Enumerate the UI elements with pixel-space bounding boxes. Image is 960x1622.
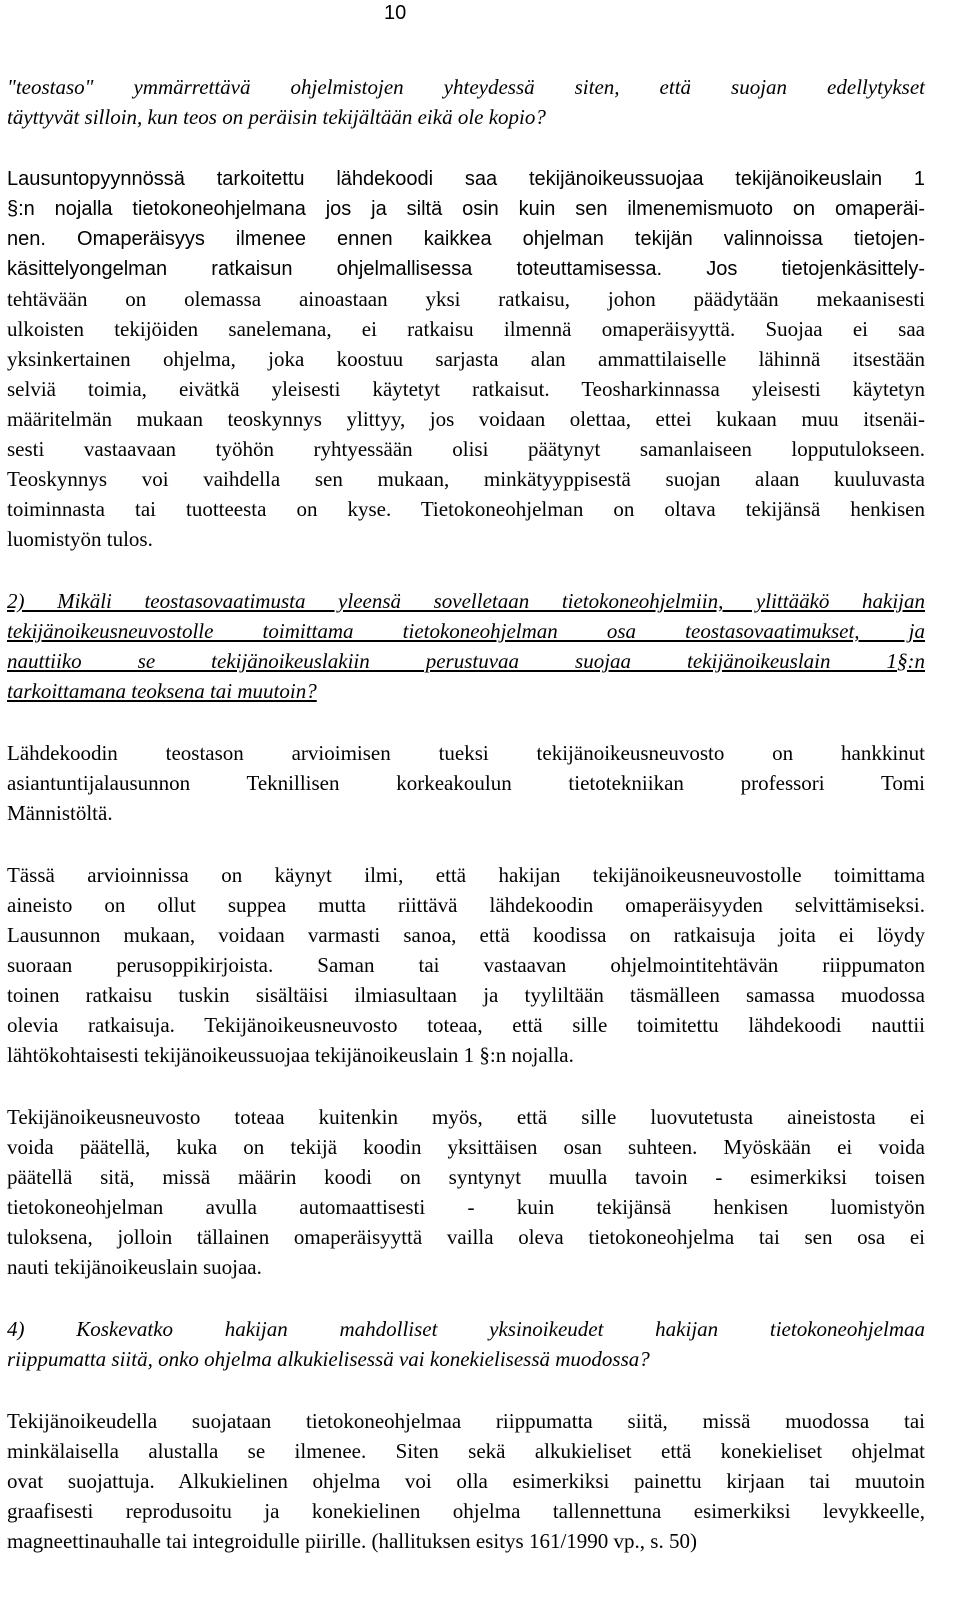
text-line: 4) Koskevatko hakijan mahdolliset yksinoikeudet hakijan tietokoneohjelmaa (7, 1317, 925, 1341)
text-line: ulkoisten tekijöiden sanelemana, ei ratkaisu ilmennä omaperäisyyttä. Suojaa ei saa (7, 317, 925, 341)
question-2 (7, 586, 925, 706)
text-line: selviä toimia, eivätkä yleisesti käytetyt ratkaisut. Teosharkinnassa yleisesti käytetyn (7, 377, 925, 401)
answer-paragraph-4 (7, 1102, 925, 1282)
text-line: tuloksena, jolloin tällainen omaperäisyyttä vailla oleva tietokoneohjelma tai sen osa ei (7, 1225, 925, 1249)
text-line: ovat suojattuja. Alkukielinen ohjelma voi olla esimerkiksi painettu kirjaan tai muutoin (7, 1469, 925, 1493)
text-line: aineisto on ollut suppea mutta riittävä lähdekoodin omaperäisyyden selvittämiseksi. (7, 893, 925, 917)
text-line: minkälaisella alustalla se ilmenee. Siten sekä alkukieliset että konekieliset ohjelmat (7, 1439, 925, 1463)
page-number: 10 (384, 2, 407, 24)
question-4 (7, 1314, 925, 1374)
text-line: sesti vastaavaan työhön ryhtyessään olisi päätynyt samanlaiseen lopputulokseen. (7, 437, 925, 461)
answer-paragraph-1 (7, 164, 925, 554)
text-line: olevia ratkaisuja. Tekijänoikeusneuvosto toteaa, että sille toimitettu lähdekoodi nauttii (7, 1013, 925, 1037)
text-line: magneettinauhalle tai integroidulle piirille. (hallituksen esitys 161/1990 vp., s. 50) (7, 1529, 697, 1553)
text-line: 2) Mikäli teostasovaatimusta yleensä sovelletaan tietokoneohjelmiin, ylittääkö hakijan (7, 589, 925, 613)
answer-paragraph-2 (7, 738, 925, 828)
text-line: Tässä arvioinnissa on käynyt ilmi, että hakijan tekijänoikeusneuvostolle toimittama (7, 863, 925, 887)
text-line: tehtävään on olemassa ainoastaan yksi ratkaisu, johon päädytään mekaanisesti (7, 287, 925, 311)
text-line: nauti tekijänoikeuslain suojaa. (7, 1255, 262, 1279)
text-line: toinen ratkaisu tuskin sisältäisi ilmiasultaan ja tyyliltään täsmälleen samassa muodossa (7, 983, 925, 1007)
text-line: §:n nojalla tietokoneohjelmana jos ja siltä osin kuin sen ilmenemismuoto on omaperäi- (7, 198, 925, 220)
text-line: Lausuntopyynnössä tarkoitettu lähdekoodi saa tekijänoikeussuojaa tekijänoikeuslain 1 (7, 168, 925, 190)
text-line: tietokoneohjelman avulla automaattisesti - kuin tekijänsä henkisen luomistyön (7, 1195, 925, 1219)
text-line: päätellä sitä, missä määrin koodi on syntynyt muulla tavoin - esimerkiksi toisen (7, 1165, 925, 1189)
text-line: toiminnasta tai tuotteesta on kyse. Tietokoneohjelman on oltava tekijänsä henkisen (7, 497, 925, 521)
text-line: luomistyön tulos. (7, 527, 153, 551)
text-line: nauttiiko se tekijänoikeuslakiin perustuvaa suojaa tekijänoikeuslain 1§:n (7, 649, 925, 673)
document-body (7, 72, 925, 1556)
text-line: voida päätellä, kuka on tekijä koodin yksittäisen osan suhteen. Myöskään ei voida (7, 1135, 925, 1159)
text-line: graafisesti reprodusoitu ja konekielinen ohjelma tallennettuna esimerkiksi levykkeelle, (7, 1499, 925, 1523)
text-line: tekijänoikeusneuvostolle toimittama tietokoneohjelman osa teostasovaatimukset, ja (7, 619, 925, 643)
text-line: asiantuntijalausunnon Teknillisen korkeakoulun tietotekniikan professori Tomi (7, 771, 925, 795)
text-line: Lähdekoodin teostason arvioimisen tueksi tekijänoikeusneuvosto on hankkinut (7, 741, 925, 765)
text-line: riippumatta siitä, onko ohjelma alkukielisessä vai konekielisessä muodossa? (7, 1347, 650, 1371)
text-line: yksinkertainen ohjelma, joka koostuu sarjasta alan ammattilaiselle lähinnä itsestään (7, 347, 925, 371)
text-line: Tekijänoikeusneuvosto toteaa kuitenkin myös, että sille luovutetusta aineistosta ei (7, 1105, 925, 1129)
text-line: Lausunnon mukaan, voidaan varmasti sanoa, että koodissa on ratkaisuja joita ei löydy (7, 923, 925, 947)
text-line: Männistöltä. (7, 801, 113, 825)
text-line: käsittelyongelman ratkaisun ohjelmallisessa toteuttamisessa. Jos tietojenkäsittely- (7, 258, 925, 280)
text-line: täyttyvät silloin, kun teos on peräisin tekijältään eikä ole kopio? (7, 105, 546, 129)
text-line: suoraan perusoppikirjoista. Saman tai vastaavan ohjelmointitehtävän riippumaton (7, 953, 925, 977)
answer-paragraph-3 (7, 860, 925, 1070)
text-line: Teoskynnys voi vaihdella sen mukaan, minkätyyppisestä suojan alaan kuuluvasta (7, 467, 925, 491)
text-line: nen. Omaperäisyys ilmenee ennen kaikkea ohjelman tekijän valinnoissa tietojen- (7, 228, 925, 250)
answer-paragraph-5 (7, 1406, 925, 1556)
text-line: lähtökohtaisesti tekijänoikeussuojaa tekijänoikeuslain 1 §:n nojalla. (7, 1043, 574, 1067)
text-line: määritelmän mukaan teoskynnys ylittyy, jos voidaan olettaa, ettei kukaan muu itsenäi- (7, 407, 925, 431)
text-line: "teostaso" ymmärrettävä ohjelmistojen yhteydessä siten, että suojan edellytykset (7, 75, 925, 99)
question-continuation (7, 72, 925, 132)
text-line: Tekijänoikeudella suojataan tietokoneohjelmaa riippumatta siitä, missä muodossa tai (7, 1409, 925, 1433)
text-line: tarkoittamana teoksena tai muutoin? (7, 679, 317, 703)
